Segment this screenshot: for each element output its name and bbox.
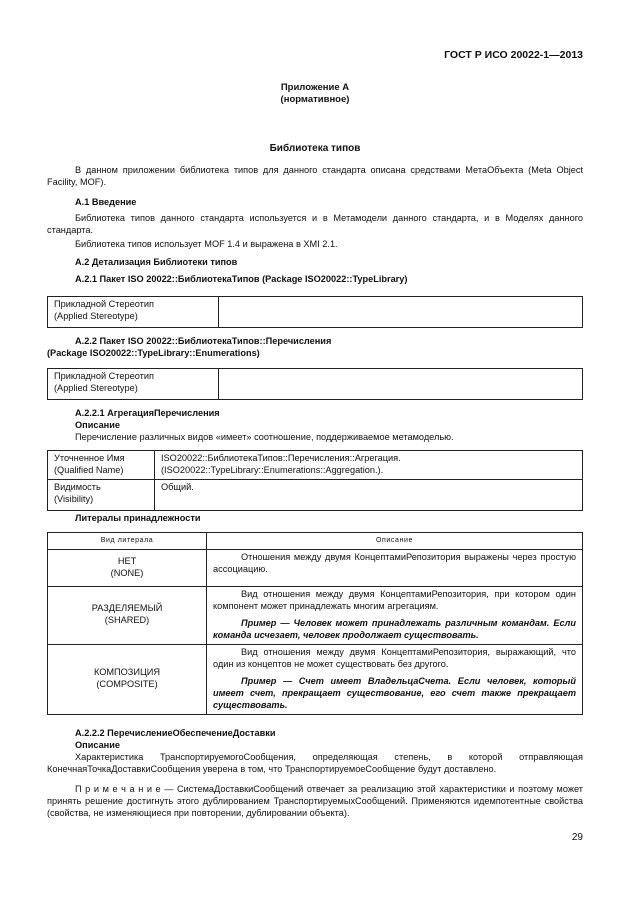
literal-desc-cell bbox=[207, 587, 583, 645]
literal-name-cell bbox=[48, 550, 207, 587]
visibility-label-cell bbox=[48, 479, 155, 510]
a22-table-block bbox=[47, 368, 583, 400]
a21-stereotype-table bbox=[47, 296, 583, 328]
a2-block bbox=[47, 257, 583, 286]
literal-example: Пример — Человек может принадлежать различным командам. Если команда исчезает, человек продолжает существовать. bbox=[213, 617, 576, 640]
literals-heading: Литералы принадлежности bbox=[75, 513, 201, 523]
stereotype-label: Прикладной Стереотип bbox=[54, 299, 154, 309]
a222-heading: А.2.2.2 ПеречислениеОбеспечениеДоставки bbox=[75, 728, 276, 738]
stereotype-label-en: (Applied Stereotype) bbox=[54, 382, 138, 393]
standard-id: ГОСТ Р ИСО 20022-1—2013 bbox=[444, 49, 583, 61]
table-row bbox=[48, 587, 583, 645]
table-row bbox=[48, 550, 583, 587]
literal-example: Пример — Счет имеет ВладельцаСчета. Если человек, который имеет счет, прекращает существование, его счет также прекращает существовать. bbox=[213, 675, 576, 710]
a1-paragraph-1: Библиотека типов данного стандарта используется и в Метамодели данного стандарта, и в Моделях данного стандарта. bbox=[47, 212, 583, 235]
literals-table bbox=[47, 532, 583, 715]
page-number: 29 bbox=[571, 832, 583, 843]
qualified-name-label-en: (Qualified Name) bbox=[54, 464, 124, 475]
a22-stereotype-table bbox=[47, 368, 583, 400]
stereotype-label-en: (Applied Stereotype) bbox=[54, 310, 138, 321]
table-row bbox=[48, 297, 583, 328]
column-header: Описание bbox=[207, 533, 583, 550]
visibility-label: Видимость bbox=[54, 481, 101, 492]
appendix-title: Приложение А bbox=[280, 82, 350, 93]
literal-name: НЕТ bbox=[117, 556, 137, 567]
table-row bbox=[48, 479, 583, 510]
table-header-row bbox=[48, 533, 583, 550]
a221-heading: А.2.2.1 АгрегацияПеречисления bbox=[75, 408, 220, 418]
a1-paragraph-2: Библиотека типов использует MOF 1.4 и выражена в XMI 2.1. bbox=[75, 238, 338, 249]
stereotype-label-cell bbox=[48, 369, 219, 400]
literal-name: КОМПОЗИЦИЯ bbox=[94, 667, 160, 678]
literal-description: Вид отношения между двумя КонцептамиРепозитория, при котором один компонент может принадлежать многим агрегациям. bbox=[213, 589, 576, 611]
a221-desc-text: Перечисление различных видов «имеет» соотношение, поддерживаемое метамоделью. bbox=[75, 431, 454, 442]
literal-description: Отношения между двумя КонцептамиРепозитория выражены через простую ассоциацию. bbox=[213, 552, 576, 574]
appendix-subtitle: (нормативное) bbox=[280, 94, 350, 105]
a221-props-table bbox=[47, 450, 583, 511]
a1-block bbox=[47, 197, 583, 251]
literal-desc-cell bbox=[207, 550, 583, 587]
intro-block bbox=[47, 165, 583, 189]
literal-name-cell bbox=[48, 587, 207, 645]
stereotype-label-cell bbox=[48, 297, 219, 328]
literal-name-en: (SHARED) bbox=[104, 615, 150, 626]
intro-paragraph: В данном приложении библиотека типов для данного стандарта описана средствами МетаОбъекта (Meta Object Facility, MOF). bbox=[47, 165, 583, 187]
stereotype-value-cell bbox=[219, 297, 583, 328]
section-title: Библиотека типов bbox=[269, 143, 361, 154]
column-header: Вид литерала bbox=[48, 533, 207, 550]
table-row bbox=[48, 644, 583, 714]
a22-block bbox=[47, 336, 583, 360]
qualified-name-value-en: (ISO20022::TypeLibrary::Enumerations::Aggregation.). bbox=[161, 464, 384, 475]
a21-heading: А.2.1 Пакет ISO 20022::БиблиотекаТипов (Package ISO20022::TypeLibrary) bbox=[75, 273, 408, 284]
note-label: П р и м е ч а н и е bbox=[75, 783, 161, 794]
a221-block bbox=[47, 408, 583, 444]
qualified-name-value-cell bbox=[155, 451, 583, 480]
literal-name-en: (NONE) bbox=[110, 568, 144, 578]
qualified-name-label: Уточненное Имя bbox=[54, 453, 125, 463]
a221-props-block bbox=[47, 450, 583, 511]
a222-block bbox=[47, 728, 583, 820]
visibility-label-en: (Visibility) bbox=[54, 493, 94, 504]
literal-desc-cell bbox=[207, 644, 583, 714]
table-row bbox=[48, 369, 583, 400]
literal-name-en: (COMPOSITE) bbox=[96, 679, 158, 690]
literal-description: Вид отношения между двумя КонцептамиРепозитория, выражающий, что один из концептов не может существовать без другого. bbox=[213, 646, 576, 669]
stereotype-value-cell bbox=[219, 369, 583, 400]
a1-heading: А.1 Введение bbox=[75, 197, 137, 207]
qualified-name-label-cell bbox=[48, 451, 155, 480]
a222-note bbox=[47, 784, 583, 820]
a2-heading: А.2 Детализация Библиотеки типов bbox=[75, 257, 238, 267]
literal-name: РАЗДЕЛЯЕМЫЙ bbox=[91, 603, 163, 614]
appendix-heading bbox=[0, 82, 630, 106]
a222-desc-label: Описание bbox=[75, 739, 120, 750]
note-text: — СистемаДоставкиСообщений отвечает за реализацию этой характеристики и поэтому может принять решение достигнуть этого дублированием ТранспортируемыхСообщений. Применяются идемпотентные свойства (свойства, не изменяющиеся при повторении, дублировании объекта). bbox=[47, 783, 583, 818]
qualified-name-value: ISO20022::БиблиотекаТипов::Перечисления::Агрегация. bbox=[161, 453, 401, 463]
a22-heading-line2: (Package ISO20022::TypeLibrary::Enumerations) bbox=[47, 347, 260, 358]
literals-table-block bbox=[47, 532, 583, 715]
a22-heading-line1: А.2.2 Пакет ISO 20022::БиблиотекаТипов::Перечисления bbox=[75, 336, 332, 346]
visibility-value-cell: Общий. bbox=[155, 479, 583, 510]
a221-desc-label: Описание bbox=[75, 419, 120, 430]
a222-desc-text: Характеристика ТранспортируемогоСообщения, определяющая степень, в которой отправляющая КонечнаяТочкаДоставкиСообщения уверена в том, что ТранспортируемоеСообщение будут доставлено. bbox=[47, 751, 583, 774]
a21-table-block bbox=[47, 296, 583, 328]
stereotype-label: Прикладной Стереотип bbox=[54, 371, 154, 381]
literals-heading-block bbox=[47, 513, 583, 525]
literal-name-cell bbox=[48, 644, 207, 714]
table-row bbox=[48, 451, 583, 480]
